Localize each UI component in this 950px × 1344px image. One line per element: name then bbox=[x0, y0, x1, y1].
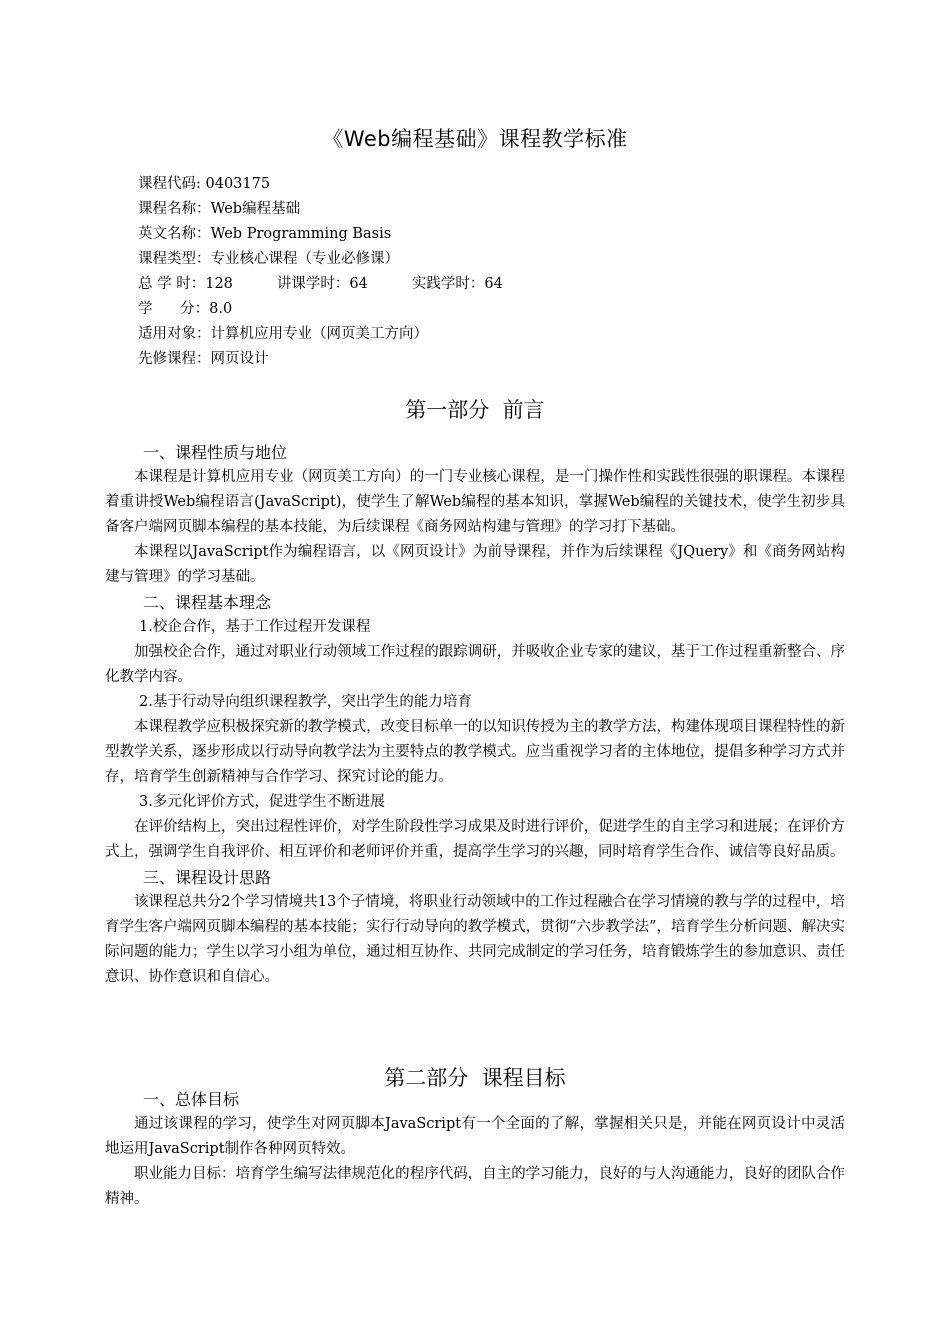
part2-title: 第二部分 课程目标 bbox=[384, 1066, 566, 1090]
part2-s1-heading: 一、总体目标 bbox=[143, 1090, 240, 1109]
part1-s2-item3-text: 在评价结构上，突出过程性评价，对学生阶段性学习成果及时进行评价，促进学生的自主学习和进展；在评价方式上，强调学生自我评价、相互评价和老师评价并重，提高学生学习的兴趣，同时培育学生合作、诚信等良好品质。 bbox=[105, 819, 845, 860]
meta-hours bbox=[138, 272, 503, 297]
part1-s3-heading: 三、课程设计思路 bbox=[143, 868, 272, 887]
part1-s2-item1-title: 1.校企合作，基于工作过程开发课程 bbox=[139, 619, 371, 635]
part1-s3-paragraph-1: 该课程总共分2个学习情境共13个子情境，将职业行动领域中的工作过程融合在学习情境的教与学的过程中，培育学生客户端网页脚本编程的基本技能；实行行动导向的教学模式，贯彻“六步教学法”，培育学生分析问题、解决实际问题的能力；学生以学习小组为单位，通过相互协作、共同完成制定的学习任务，培育锻炼学生的参加意识、责任意识、协作意识和自信心。 bbox=[105, 894, 845, 985]
meta-english-name: 英文名称：Web Programming Basis bbox=[138, 226, 392, 242]
part1-s1-paragraph-2: 本课程以JavaScript作为编程语言，以《网页设计》为前导课程，并作为后续课程《JQuery》和《商务网站构建与管理》的学习基础。 bbox=[105, 544, 845, 585]
part1-s1-paragraph-1: 本课程是计算机应用专业（网页美工方向）的一门专业核心课程，是一门操作性和实践性很强的职课程。本课程着重讲授Web编程语言(JavaScript)，使学生了解Web编程的基本知识，掌握Web编程的关键技术，使学生初步具备客户端网页脚本编程的基本技能，为后续课程《商务网站构建与管理》的学习打下基础。 bbox=[105, 469, 845, 535]
meta-prerequisite: 先修课程：网页设计 bbox=[138, 351, 269, 367]
part1-s1-heading: 一、课程性质与地位 bbox=[143, 443, 288, 462]
part1-body bbox=[105, 440, 845, 990]
part2-s1-paragraph-1: 通过该课程的学习，使学生对网页脚本JavaScript有一个全面的了解，掌握相关只是，并能在网页设计中灵活地运用JavaScript制作各种网页特效。 bbox=[105, 1116, 845, 1157]
meta-audience: 适用对象：计算机应用专业（网页美工方向） bbox=[138, 326, 428, 342]
meta-code: 课程代码: 0403175 bbox=[138, 176, 271, 192]
meta-name: 课程名称：Web编程基础 bbox=[138, 201, 301, 217]
meta-total-hours: 总 学 时：128 bbox=[138, 276, 233, 292]
meta-practice-hours: 实践学时：64 bbox=[411, 276, 503, 292]
meta-lecture-hours: 讲课学时：64 bbox=[276, 276, 368, 292]
part1-s2-item2-title: 2.基于行动导向组织课程教学，突出学生的能力培育 bbox=[139, 694, 472, 710]
part1-title: 第一部分 前言 bbox=[405, 398, 545, 422]
part1-s2-item1-text: 加强校企合作，通过对职业行动领域工作过程的跟踪调研，并吸收企业专家的建议，基于工作过程重新整合、序化教学内容。 bbox=[105, 644, 845, 685]
meta-type: 课程类型：专业核心课程（专业必修课） bbox=[138, 251, 399, 267]
part1-s2-item2-text: 本课程教学应积极探究新的教学模式，改变目标单一的以知识传授为主的教学方法，构建体现项目课程特性的新型教学关系，逐步形成以行动导向教学法为主要特点的教学模式。应当重视学习者的主体地位，提倡多种学习方式并存，培育学生创新精神与合作学习、探究讨论的能力。 bbox=[105, 719, 845, 785]
document-title: 《Web编程基础》课程教学标准 bbox=[322, 127, 628, 151]
part2-s1-paragraph-2: 职业能力目标：培育学生编写法律规范化的程序代码，自主的学习能力，良好的与人沟通能力，良好的团队合作精神。 bbox=[105, 1166, 845, 1207]
part2-body bbox=[105, 1087, 845, 1212]
course-meta bbox=[138, 172, 503, 372]
meta-credits: 学 分：8.0 bbox=[138, 301, 233, 317]
part1-s2-item3-title: 3.多元化评价方式，促进学生不断进展 bbox=[139, 794, 385, 810]
part1-s2-heading: 二、课程基本理念 bbox=[143, 593, 272, 612]
